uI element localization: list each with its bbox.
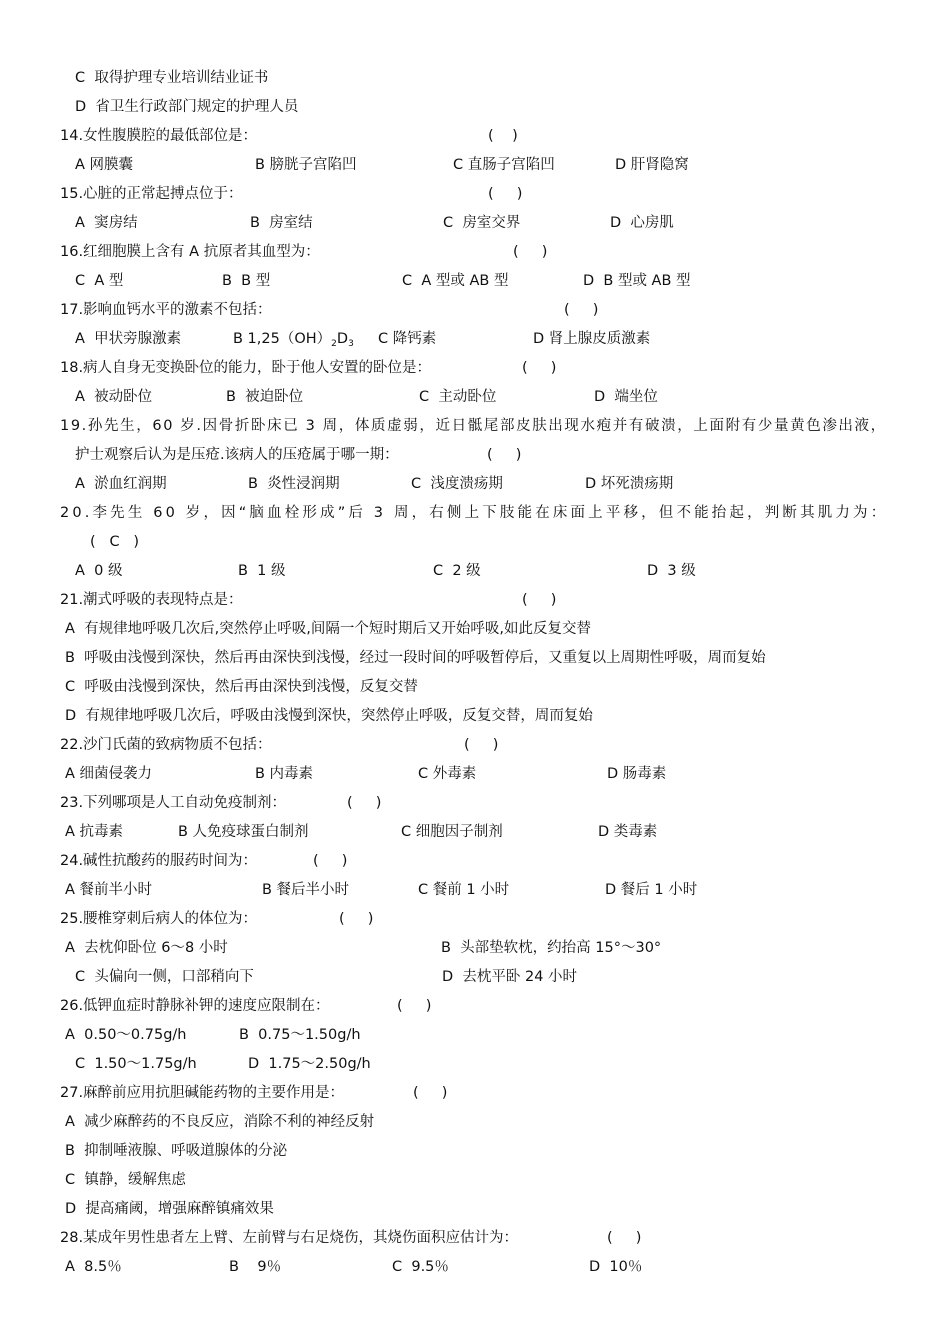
exam-line-q25-seg0: 25.腰椎穿刺后病人的体位为： <box>60 911 258 927</box>
exam-line-q23o-seg3: D 类毒素 <box>598 824 658 840</box>
exam-line-q16-seg0: 16.红细胞膜上含有 A 抗原者其血型为： <box>60 244 320 260</box>
exam-line-q16o-seg1: B B 型 <box>222 273 271 289</box>
exam-line-q27b: B 抑制唾液腺、呼吸道腺体的分泌 <box>65 1143 288 1159</box>
exam-line-q15-seg1: ( ) <box>488 186 523 202</box>
exam-line-q21-seg0: 21.潮式呼吸的表现特点是： <box>60 592 243 608</box>
exam-line-q26a-seg1: B 0.75～1.50g/h <box>239 1027 361 1043</box>
exam-line-q24-seg1: ( ) <box>313 853 348 869</box>
exam-line-q14-seg1: ( ) <box>488 128 518 144</box>
exam-line-q14o-seg2: C 直肠子宫陷凹 <box>453 157 555 173</box>
exam-line-q28o-seg3: D 10％ <box>589 1259 643 1275</box>
exam-line-l02: D 省卫生行政部门规定的护理人员 <box>75 99 299 115</box>
exam-line-q14o-seg3: D 肝肾隐窝 <box>615 157 689 173</box>
exam-line-q17o-seg3: D 肾上腺皮质激素 <box>533 331 651 347</box>
exam-line-q19b-seg1: ( ) <box>487 447 522 463</box>
exam-line-q27-seg1: ( ) <box>413 1085 448 1101</box>
exam-line-q23o-seg0: A 抗毒素 <box>65 824 124 840</box>
exam-line-q17o-seg2: C 降钙素 <box>378 331 437 347</box>
exam-line-q23-seg1: ( ) <box>347 795 382 811</box>
exam-line-q17-seg1: ( ) <box>564 302 599 318</box>
exam-line-q17o-seg0: A 甲状旁腺激素 <box>75 331 182 347</box>
exam-line-q22o-seg1: B 内毒素 <box>255 766 314 782</box>
exam-line-q22o-seg2: C 外毒素 <box>418 766 477 782</box>
exam-line-q26-seg1: ( ) <box>397 998 432 1014</box>
exam-line-q26b-seg0: C 1.50～1.75g/h <box>75 1056 197 1072</box>
exam-line-q28o-seg0: A 8.5％ <box>65 1259 122 1275</box>
exam-line-q21c: C 呼吸由浅慢到深快，然后再由深快到浅慢，反复交替 <box>65 679 418 695</box>
exam-line-q28o-seg2: C 9.5％ <box>392 1259 449 1275</box>
exam-line-q28-seg0: 28.某成年男性患者左上臂、左前臂与右足烧伤，其烧伤面积应估计为： <box>60 1230 519 1246</box>
exam-line-q24o-seg0: A 餐前半小时 <box>65 882 153 898</box>
exam-line-q25a-seg1: B 头部垫软枕，约抬高 15°～30° <box>441 940 662 956</box>
exam-line-q18-seg1: ( ) <box>522 360 557 376</box>
exam-line-l01: C 取得护理专业培训结业证书 <box>75 70 269 86</box>
exam-line-q20o-seg1: B 1 级 <box>238 563 286 579</box>
exam-line-q22o-seg0: A 细菌侵袭力 <box>65 766 153 782</box>
exam-line-q16o-seg3: D B 型或 AB 型 <box>583 273 691 289</box>
exam-line-q19o-seg1: B 炎性浸润期 <box>248 476 340 492</box>
exam-line-q18o-seg1: B 被迫卧位 <box>226 389 304 405</box>
exam-line-q22o-seg3: D 肠毒素 <box>607 766 667 782</box>
exam-line-q19a: 19.孙先生，60 岁.因骨折卧床已 3 周，体质虚弱，近日骶尾部皮肤出现水疱并有破溃，上面附有少量黄色渗出液， <box>60 418 887 434</box>
exam-line-q18o-seg2: C 主动卧位 <box>419 389 497 405</box>
exam-line-q21d: D 有规律地呼吸几次后，呼吸由浅慢到深快，突然停止呼吸，反复交替，周而复始 <box>65 708 593 724</box>
exam-line-q26a-seg0: A 0.50～0.75g/h <box>65 1027 187 1043</box>
exam-line-q18o-seg0: A 被动卧位 <box>75 389 153 405</box>
exam-line-q27-seg0: 27.麻醉前应用抗胆碱能药物的主要作用是： <box>60 1085 345 1101</box>
exam-line-q25-seg1: ( ) <box>339 911 374 927</box>
exam-line-q20o-seg3: D 3 级 <box>647 563 696 579</box>
exam-line-q16o-seg0: C A 型 <box>75 273 124 289</box>
exam-line-q26-seg0: 26.低钾血症时静脉补钾的速度应限制在： <box>60 998 330 1014</box>
exam-line-q19o-seg0: A 淤血红润期 <box>75 476 167 492</box>
exam-line-q20b: ( C ) <box>90 534 140 550</box>
exam-line-q14-seg0: 14.女性腹膜腔的最低部位是： <box>60 128 258 144</box>
exam-line-q16-seg1: ( ) <box>513 244 548 260</box>
exam-line-q21b: B 呼吸由浅慢到深快，然后再由深快到浅慢，经过一段时间的呼吸暂停后，又重复以上周期性呼吸，周而复始 <box>65 650 766 666</box>
exam-line-q15o-seg2: C 房室交界 <box>443 215 521 231</box>
exam-line-q16o-seg2: C A 型或 AB 型 <box>402 273 509 289</box>
exam-line-q24o-seg1: B 餐后半小时 <box>262 882 350 898</box>
exam-line-q28o-seg1: B 9％ <box>229 1259 282 1275</box>
exam-line-q22-seg0: 22.沙门氏菌的致病物质不包括： <box>60 737 272 753</box>
exam-line-q20o-seg2: C 2 级 <box>433 563 481 579</box>
exam-line-q20a: 20.李先生 60 岁，因“脑血栓形成”后 3 周，右侧上下肢能在床面上平移，但不能抬起，判断其肌力为： <box>60 505 889 521</box>
exam-line-q15-seg0: 15.心脏的正常起搏点位于： <box>60 186 243 202</box>
exam-line-q26b-seg1: D 1.75～2.50g/h <box>248 1056 371 1072</box>
exam-line-q24o-seg2: C 餐前 1 小时 <box>418 882 510 898</box>
exam-line-q14o-seg0: A 网膜囊 <box>75 157 134 173</box>
exam-line-q15o-seg3: D 心房肌 <box>610 215 674 231</box>
exam-line-q27d: D 提高痛阈，增强麻醉镇痛效果 <box>65 1201 274 1217</box>
exam-line-q23-seg0: 23.下列哪项是人工自动免疫制剂： <box>60 795 287 811</box>
exam-line-q27c: C 镇静，缓解焦虑 <box>65 1172 186 1188</box>
exam-line-q17o-seg1: B $1,25(OH)_2D_3$ <box>233 331 354 349</box>
exam-line-q27a: A 减少麻醉药的不良反应，消除不利的神经反射 <box>65 1114 375 1130</box>
exam-line-q18-seg0: 18.病人自身无变换卧位的能力，卧于他人安置的卧位是： <box>60 360 432 376</box>
exam-line-q15o-seg1: B 房室结 <box>250 215 313 231</box>
exam-line-q15o-seg0: A 窦房结 <box>75 215 138 231</box>
exam-line-q25b-seg0: C 头偏向一侧，口部稍向下 <box>75 969 254 985</box>
exam-line-q22-seg1: ( ) <box>464 737 499 753</box>
exam-line-q28-seg1: ( ) <box>607 1230 642 1246</box>
exam-line-q24o-seg3: D 餐后 1 小时 <box>605 882 698 898</box>
exam-line-q20o-seg0: A 0 级 <box>75 563 123 579</box>
exam-line-q21a: A 有规律地呼吸几次后,突然停止呼吸,间隔一个短时期后又开始呼吸,如此反复交替 <box>65 621 591 637</box>
exam-line-q17-seg0: 17.影响血钙水平的激素不包括： <box>60 302 272 318</box>
exam-line-q14o-seg1: B 膀胱子宫陷凹 <box>255 157 357 173</box>
exam-line-q18o-seg3: D 端坐位 <box>594 389 658 405</box>
exam-line-q24-seg0: 24.碱性抗酸药的服药时间为： <box>60 853 258 869</box>
exam-line-q25a-seg0: A 去枕仰卧位 6～8 小时 <box>65 940 228 956</box>
exam-line-q19b-seg0: 护士观察后认为是压疮.该病人的压疮属于哪一期： <box>75 447 399 463</box>
exam-line-q19o-seg3: D 坏死溃疡期 <box>585 476 674 492</box>
exam-line-q19o-seg2: C 浅度溃疡期 <box>411 476 503 492</box>
exam-line-q21-seg1: ( ) <box>522 592 557 608</box>
exam-line-q23o-seg1: B 人免疫球蛋白制剂 <box>178 824 309 840</box>
exam-line-q23o-seg2: C 细胞因子制剂 <box>401 824 503 840</box>
exam-line-q25b-seg1: D 去枕平卧 24 小时 <box>442 969 578 985</box>
